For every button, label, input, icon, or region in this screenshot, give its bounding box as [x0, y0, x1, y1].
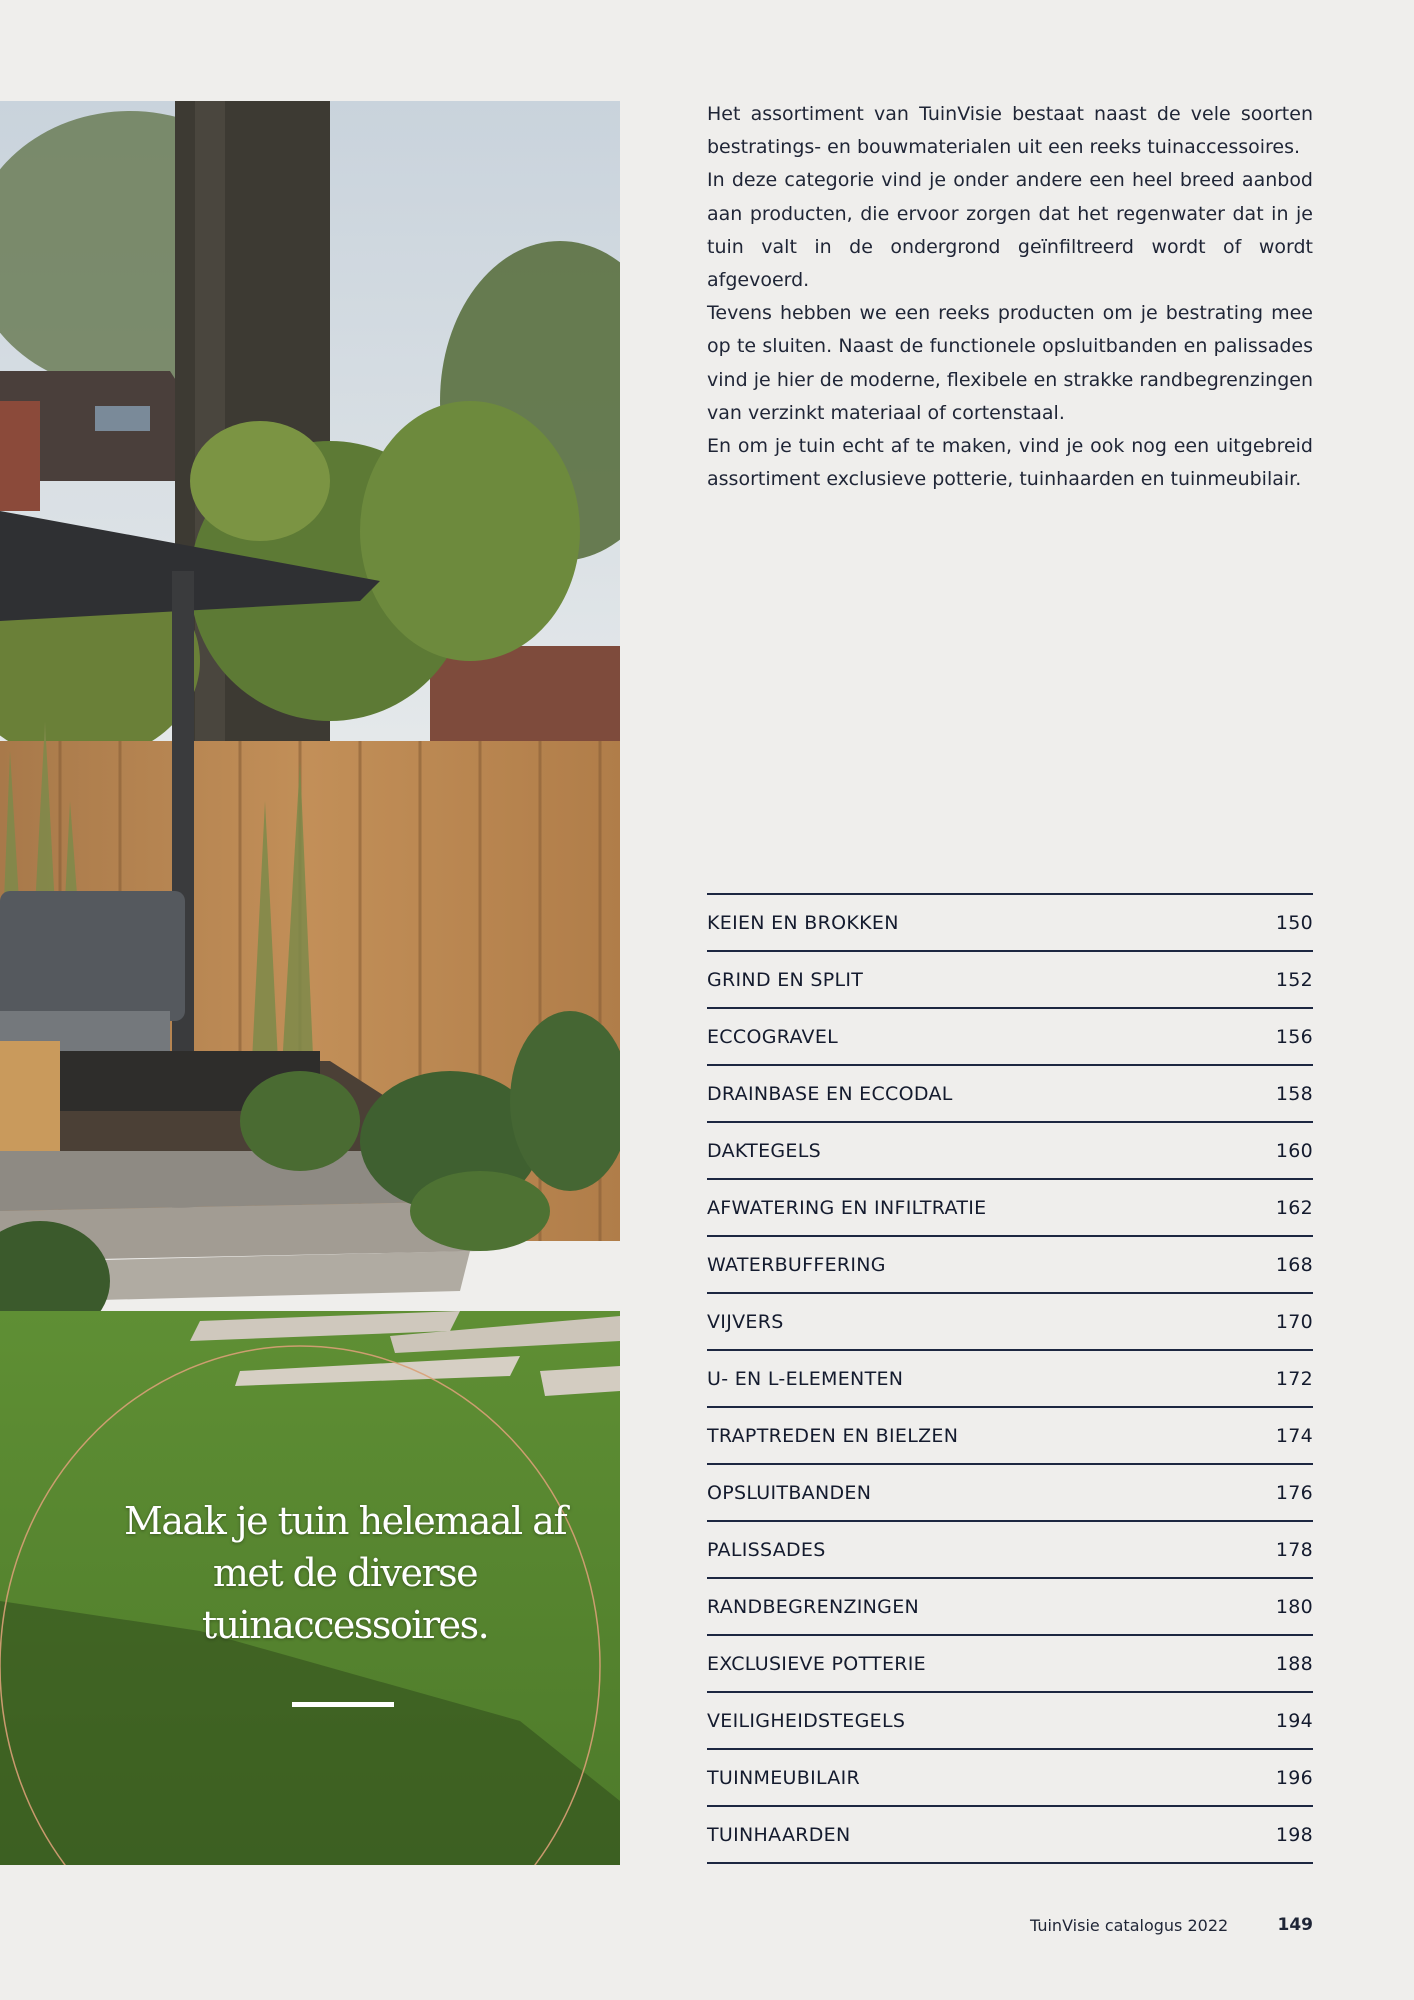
toc-item-page: 170 [1275, 1310, 1313, 1333]
intro-paragraph: In deze categorie vind je onder andere een heel breed aanbod aan producten, die ervoor zorgen dat het regenwater dat in je tuin valt in de ondergrond geïnfiltreerd wordt of wordt afgevoerd. [707, 169, 1313, 292]
caption-underline [292, 1702, 394, 1707]
toc-item-page: 174 [1275, 1424, 1313, 1447]
toc-item-label: VEILIGHEIDSTEGELS [707, 1709, 906, 1732]
toc-item[interactable] [707, 1009, 1313, 1066]
toc-item-label: PALISSADES [707, 1538, 826, 1561]
toc-item-label: VIJVERS [707, 1310, 784, 1333]
toc-item-page: 162 [1275, 1196, 1313, 1219]
toc-item-label: TUINHAARDEN [707, 1823, 851, 1846]
toc-item[interactable] [707, 1522, 1313, 1579]
toc-item-label: WATERBUFFERING [707, 1253, 886, 1276]
toc-item-page: 198 [1275, 1823, 1313, 1846]
toc-item[interactable] [707, 1351, 1313, 1408]
toc-item-label: AFWATERING EN INFILTRATIE [707, 1196, 987, 1219]
intro-paragraph: En om je tuin echt af te maken, vind je ook nog een uitgebreid assortiment exclusieve potterie, tuinhaarden en tuinmeubilair. [707, 435, 1313, 491]
table-of-contents [707, 893, 1313, 1864]
toc-item[interactable] [707, 1693, 1313, 1750]
toc-item-page: 180 [1275, 1595, 1313, 1618]
toc-item-label: TUINMEUBILAIR [707, 1766, 860, 1789]
toc-item[interactable] [707, 1636, 1313, 1693]
toc-item-label: TRAPTREDEN EN BIELZEN [707, 1424, 959, 1447]
toc-item-page: 160 [1275, 1139, 1313, 1162]
intro-text [707, 98, 1313, 496]
toc-item-page: 196 [1275, 1766, 1313, 1789]
toc-item-label: DAKTEGELS [707, 1139, 821, 1162]
intro-paragraph: Tevens hebben we een reeks producten om je bestrating mee op te sluiten. Naast de functionele opsluitbanden en palissades vind je hier de moderne, flexibele en strakke randbegrenzingen van verzinkt materiaal of cortenstaal. [707, 302, 1313, 424]
toc-item-page: 194 [1275, 1709, 1313, 1732]
intro-paragraph: Het assortiment van TuinVisie bestaat naast de vele soorten bestratings- en bouwmaterialen uit een reeks tuinaccessoires. [707, 103, 1313, 159]
toc-item[interactable] [707, 1294, 1313, 1351]
photo-caption: Maak je tuin helemaal af met de diverse tuinaccessoires. [123, 1499, 567, 1647]
footer-brand: TuinVisie catalogus 2022 [1030, 1916, 1229, 1935]
toc-item-label: ECCOGRAVEL [707, 1025, 839, 1048]
toc-item[interactable] [707, 1465, 1313, 1522]
toc-item-label: U- EN L-ELEMENTEN [707, 1367, 904, 1390]
toc-item-page: 150 [1275, 911, 1313, 934]
toc-item-page: 158 [1275, 1082, 1313, 1105]
toc-item-page: 172 [1275, 1367, 1313, 1390]
toc-item[interactable] [707, 1237, 1313, 1294]
toc-item[interactable] [707, 1750, 1313, 1807]
toc-item[interactable] [707, 1579, 1313, 1636]
toc-item-label: OPSLUITBANDEN [707, 1481, 872, 1504]
toc-item-page: 176 [1275, 1481, 1313, 1504]
toc-item-label: DRAINBASE EN ECCODAL [707, 1082, 953, 1105]
toc-item[interactable] [707, 1408, 1313, 1465]
toc-item[interactable] [707, 1123, 1313, 1180]
toc-item-page: 178 [1275, 1538, 1313, 1561]
page-number: 149 [1277, 1915, 1313, 1935]
toc-item-page: 188 [1275, 1652, 1313, 1675]
toc-item[interactable] [707, 1066, 1313, 1123]
toc-item-label: KEIEN EN BROKKEN [707, 911, 899, 934]
toc-item[interactable] [707, 1807, 1313, 1864]
toc-item-page: 152 [1275, 968, 1313, 991]
toc-item[interactable] [707, 952, 1313, 1009]
toc-item[interactable] [707, 1180, 1313, 1237]
toc-item[interactable] [707, 895, 1313, 952]
toc-item-label: EXCLUSIEVE POTTERIE [707, 1652, 926, 1675]
toc-item-page: 168 [1275, 1253, 1313, 1276]
toc-item-label: GRIND EN SPLIT [707, 968, 864, 991]
toc-item-label: RANDBEGRENZINGEN [707, 1595, 920, 1618]
toc-item-page: 156 [1275, 1025, 1313, 1048]
